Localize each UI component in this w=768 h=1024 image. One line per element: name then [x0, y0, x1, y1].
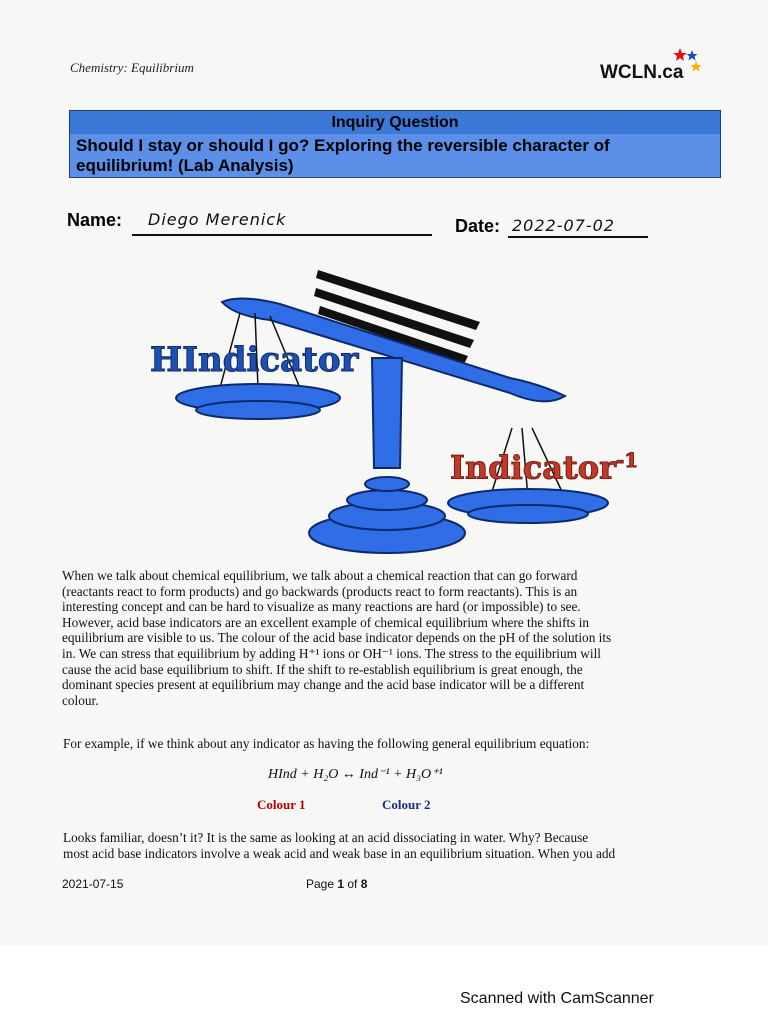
course-header: Chemistry: Equilibrium: [70, 60, 194, 75]
name-value: Diego Merenick: [148, 210, 287, 229]
indicator-label: Indicator$^{-1}$: [450, 448, 639, 487]
name-underline: [132, 234, 432, 236]
inquiry-question: [70, 134, 720, 177]
colour-1-label: Colour 1: [257, 797, 306, 812]
scale-pillar: [372, 358, 402, 468]
equilibrium-equation: HInd + H₂O ↔ Ind⁻¹ + H₃O⁺¹: [268, 767, 443, 782]
footer-date: 2021-07-15: [62, 877, 124, 891]
example-paragraph: For example, if we think about any indicator as having the following general equilibrium equation:: [63, 736, 590, 751]
wcln-logo: WCLN.ca: [600, 62, 684, 83]
inquiry-line-2: equilibrium! (Lab Analysis): [76, 156, 294, 175]
name-label: Name:: [67, 210, 123, 230]
inquiry-title: Inquiry Question: [70, 111, 720, 134]
date-label: Date:: [455, 216, 501, 236]
balance-scale-illustration: [140, 258, 700, 558]
inquiry-box: [69, 110, 721, 178]
intro-paragraph: When we talk about chemical equilibrium, we talk about a chemical reaction that can go forward (reactants react to form products) and go backwards (products react to form reactants). This is an interesting concept and can be hard to visualize as many reactions are hard (or impossible) to see. However, acid base indicators are an excellent example of chemical equilibrium where the shifts in equilibrium are visible to us. The colour of the acid base indicator depends on the pH of the solution its in. We can stress that equilibrium by adding H⁺¹ ions or OH⁻¹ ions. The stress to the equilibrium will cause the acid base equilibrium to shift. If the shift to re-establish equilibrium is great enough, the dominant species present at equilibrium may change and the acid base indicator will be a different colour.: [62, 568, 612, 708]
closing-paragraph: Looks familiar, doesn’t it? It is the same as looking at an acid dissociating in water. Why? Because most acid base indicators involve a weak acid and weak base in an equilibrium situation. When you add: [63, 830, 616, 861]
hindicator-label: HIndicator: [150, 340, 359, 380]
colour-2-label: Colour 2: [382, 797, 431, 812]
camscanner-watermark: Scanned with CamScanner: [460, 990, 654, 1007]
page-number: Page 1 of 8: [306, 877, 368, 891]
date-value: 2022-07-02: [512, 216, 615, 235]
inquiry-line-1: Should I stay or should I go? Exploring the reversible character of: [76, 136, 610, 155]
date-underline: [508, 236, 648, 238]
